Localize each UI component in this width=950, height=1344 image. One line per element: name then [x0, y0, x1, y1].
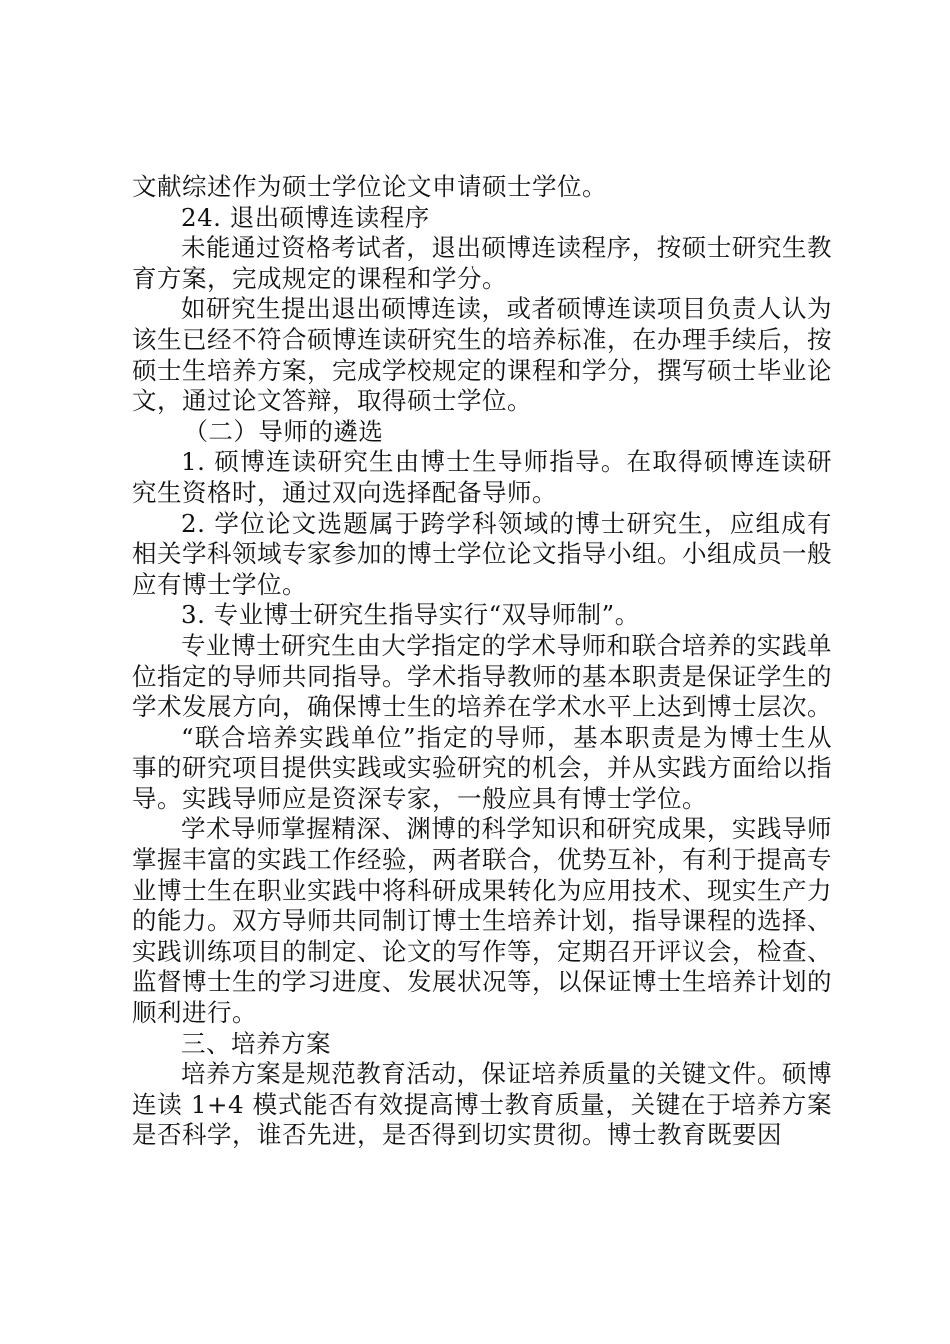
- paragraph: 未能通过资格考试者，退出硕博连读程序，按硕士研究生教育方案，完成规定的课程和学分。: [132, 233, 832, 293]
- section-heading-24: 24. 退出硕博连读程序: [181, 202, 430, 232]
- list-item: 2. 学位论文选题属于跨学科领域的博士研究生，应组成有相关学科领域专家参加的博士学位论文指导小组。小组成员一般应有博士学位。: [132, 508, 832, 599]
- section-heading-training-plan: 三、培养方案: [181, 1028, 331, 1058]
- paragraph: 专业博士研究生由大学指定的学术导师和联合培养的实践单位指定的导师共同指导。学术指导教师的基本职责是保证学生的学术发展方向，确保博士生的培养在学术水平上达到博士层次。: [132, 630, 832, 722]
- paragraph: 培养方案是规范教育活动，保证培养质量的关键文件。硕博连读 1+4 模式能否有效提高博士教育质量，关键在于培养方案是否科学，谁否先进，是否得到切实贯彻。博士教育既要因: [132, 1059, 832, 1150]
- section-heading-advisor-selection: （二）导师的遴选: [183, 416, 384, 446]
- document-body: [132, 172, 832, 1151]
- list-item: 1. 硕博连读研究生由博士生导师指导。在取得硕博连读研究生资格时，通过双向选择配备导师。: [132, 447, 832, 507]
- paragraph: 如研究生提出退出硕博连读，或者硕博连读项目负责人认为该生已经不符合硕博连读研究生的培养标准，在办理手续后，按硕士生培养方案，完成学校规定的课程和学分，撰写硕士毕业论文，通过论文答辩，取得硕士学位。: [132, 294, 832, 416]
- paragraph: 学术导师掌握精深、渊博的科学知识和研究成果，实践导师掌握丰富的实践工作经验，两者联合，优势互补，有利于提高专业博士生在职业实践中将科研成果转化为应用技术、现实生产力的能力。双方导师共同制订博士生培养计划，指导课程的选择、实践训练项目的制定、论文的写作等，定期召开评议会，检查、监督博士生的学习进度、发展状况等，以保证博士生培养计划的顺利进行。: [132, 814, 832, 1028]
- paragraph: “联合培养实践单位”指定的导师，基本职责是为博士生从事的研究项目提供实践或实验研究的机会，并从实践方面给以指导。实践导师应是资深专家，一般应具有博士学位。: [132, 722, 832, 813]
- paragraph-continuation: 文献综述作为硕士学位论文申请硕士学位。: [132, 172, 607, 201]
- list-item: 3. 专业博士研究生指导实行“双导师制”。: [181, 600, 640, 630]
